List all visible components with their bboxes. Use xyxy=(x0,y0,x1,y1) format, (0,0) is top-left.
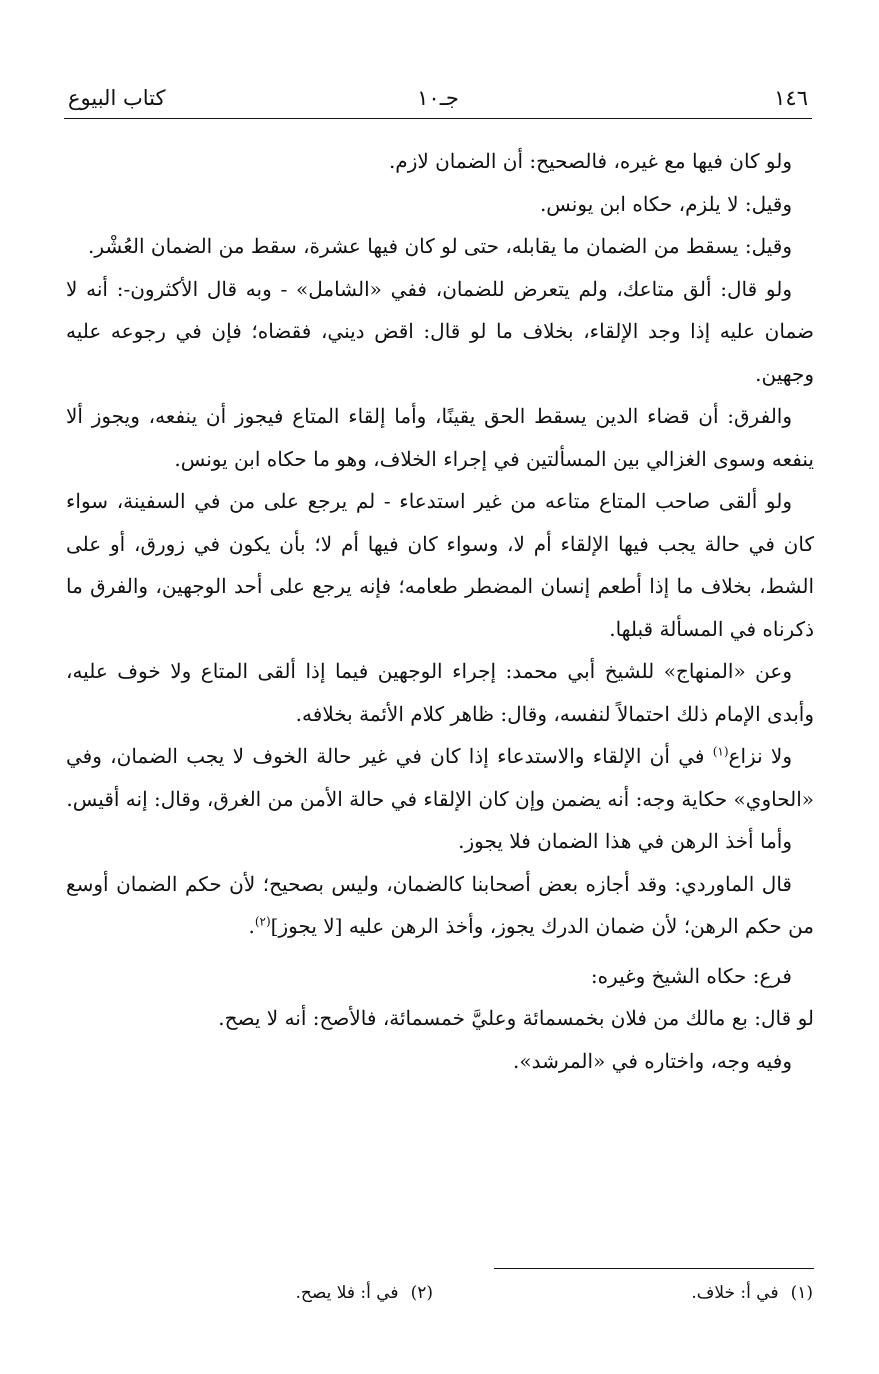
paragraph-5: والفرق: أن قضاء الدين يسقط الحق يقينًا، وأما إلقاء المتاع فيجوز أن ينفعه، ويجوز ألا ينفعه وسوى الغزالي بين المسألتين في إجراء الخلاف، وهو ما حكاه ابن يونس. xyxy=(66,404,814,471)
paragraph-9: وأما أخذ الرهن في هذا الضمان فلا يجوز. xyxy=(458,829,792,853)
paragraph-10-start: قال الماوردي: وقد أجازه بعض أصحابنا كالضمان، وليس بصحيح؛ لأن حكم الضمان أوسع من حكم الرهن؛ لأن ضمان الدرك يجوز، وأخذ الرهن عليه [لا يجوز] xyxy=(66,871,814,938)
paragraph-8-rest: في أن الإلقاء والاستدعاء إذا كان في غير حالة الخوف لا يجب الضمان، وفي «الحاوي» حكاية وجه: أنه يضمن وإن كان الإلقاء في حالة الأمن من الغرق، وقال: إنه أقيس. xyxy=(66,744,814,811)
paragraph-8-start: ولا نزاع xyxy=(728,744,792,768)
paragraph-10 xyxy=(66,863,814,948)
paragraph-8 xyxy=(66,735,814,820)
paragraph-12: لو قال: بع مالك من فلان بخمسمائة وعليَّ خمسمائة، فالأصح: أنه لا يصح. xyxy=(218,1006,814,1030)
footnote-divider xyxy=(494,1268,814,1269)
page-number: ١٤٦ xyxy=(774,86,808,110)
main-text xyxy=(66,140,814,1082)
section-heading-far: فرع: حكاه الشيخ وغيره: xyxy=(590,963,792,988)
footnote-1-mark: (١) xyxy=(790,1283,813,1303)
paragraph-13: وفيه وجه، واختاره في «المرشد». xyxy=(512,1048,792,1073)
book-title: كتاب البيوع xyxy=(68,86,166,110)
footnote-2-text: في أ: فلا يصح. xyxy=(295,1283,399,1303)
footnote-1-text: في أ: خلاف. xyxy=(691,1283,779,1303)
page-header xyxy=(64,80,812,119)
footnote-ref-1[interactable]: (١) xyxy=(712,744,729,759)
paragraph-10-end: . xyxy=(248,914,255,938)
footnote-ref-2[interactable]: (٢) xyxy=(254,914,271,929)
footnote-2 xyxy=(295,1280,433,1306)
paragraph-6: ولو ألقى صاحب المتاع متاعه من غير استدعاء - لم يرجع على من في السفينة، سواء كان في حالة يجب فيها الإلقاء أم لا، وسواء كان فيها أم لا؛ بأن يكون في زورق، أو على الشط، بخلاف ما إذا أطعم إنسان المضطر طعامه؛ فإنه يرجع على أحد الوجهين، والفرق ما ذكرناه في المسألة قبلها. xyxy=(66,489,814,641)
paragraph-7: وعن «المنهاج» للشيخ أبي محمد: إجراء الوجهين فيما إذا ألقى المتاع ولا خوف عليه، وأبدى الإمام ذلك احتمالاً لنفسه، وقال: ظاهر كلام الأئمة بخلافه. xyxy=(66,659,814,726)
paragraph-1: ولو كان فيها مع غيره، فالصحيح: أن الضمان لازم. xyxy=(388,149,792,173)
paragraph-2: وقيل: لا يلزم، حكاه ابن يونس. xyxy=(539,191,792,216)
paragraph-3: وقيل: يسقط من الضمان ما يقابله، حتى لو كان فيها عشرة، سقط من الضمان العُشْر. xyxy=(88,234,792,258)
paragraph-4: ولو قال: ألق متاعك، ولم يتعرض للضمان، ففي «الشامل» - وبه قال الأكثرون-: أنه لا ضمان عليه إذا وجد الإلقاء، بخلاف ما لو قال: اقض ديني، فقضاه؛ فإن في رجوعه عليه وجهين. xyxy=(66,276,815,386)
footnote-2-mark: (٢) xyxy=(410,1283,433,1303)
footnote-1 xyxy=(691,1280,813,1306)
volume-label: جـ١٠ xyxy=(417,86,459,110)
